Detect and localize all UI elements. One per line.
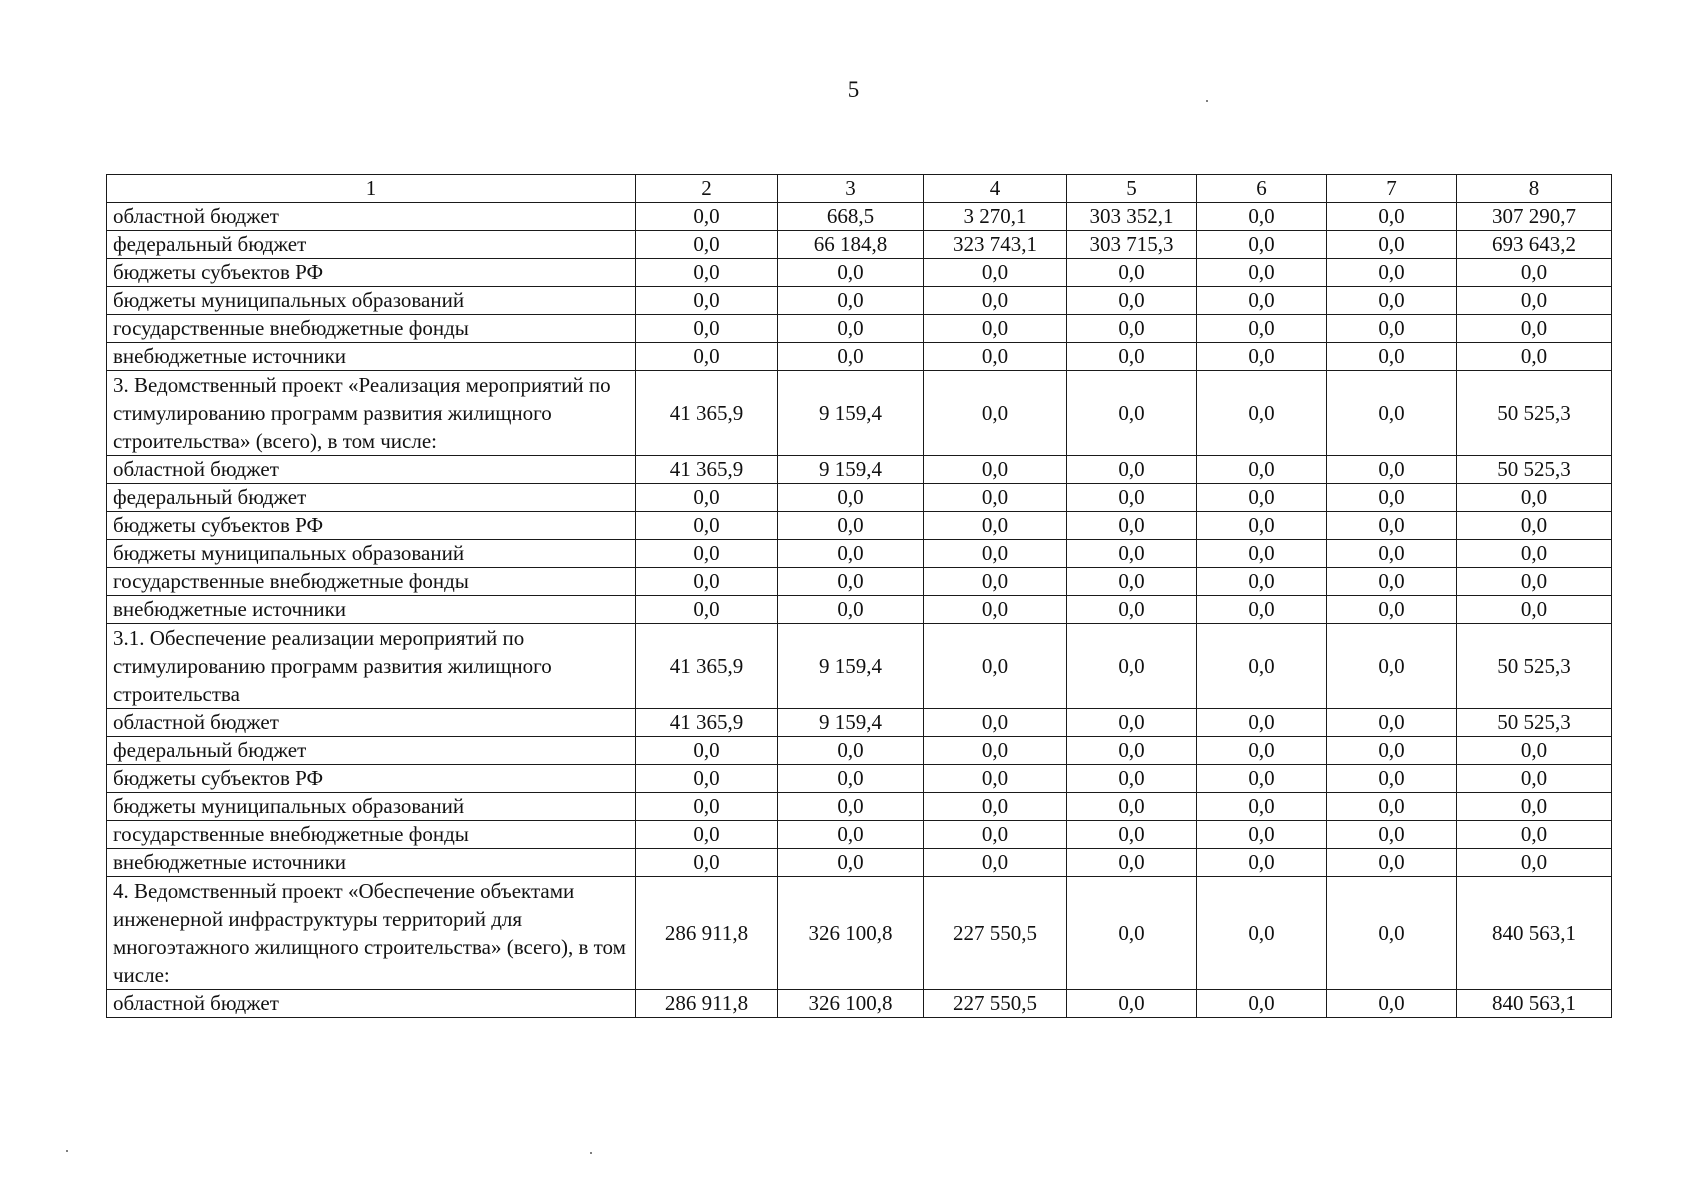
table-row [107, 849, 1612, 877]
value-cell: 0,0 [778, 765, 924, 793]
value-cell: 0,0 [1197, 315, 1327, 343]
row-label: государственные внебюджетные фонды [107, 568, 636, 596]
value-cell: 0,0 [1067, 793, 1197, 821]
row-label: государственные внебюджетные фонды [107, 315, 636, 343]
value-cell: 0,0 [1067, 821, 1197, 849]
scan-speck [1206, 100, 1208, 102]
row-label: бюджеты муниципальных образований [107, 287, 636, 315]
value-cell: 0,0 [778, 259, 924, 287]
value-cell: 0,0 [1067, 568, 1197, 596]
value-cell: 0,0 [1327, 877, 1457, 990]
value-cell: 0,0 [778, 315, 924, 343]
value-cell: 41 365,9 [636, 456, 778, 484]
value-cell: 0,0 [1327, 456, 1457, 484]
value-cell: 9 159,4 [778, 456, 924, 484]
page-number: 5 [847, 77, 860, 102]
value-cell: 303 352,1 [1067, 203, 1197, 231]
value-cell: 0,0 [1327, 793, 1457, 821]
value-cell: 0,0 [636, 821, 778, 849]
row-label: бюджеты субъектов РФ [107, 512, 636, 540]
value-cell: 0,0 [1067, 259, 1197, 287]
row-label: внебюджетные источники [107, 343, 636, 371]
value-cell: 0,0 [636, 259, 778, 287]
value-cell: 840 563,1 [1457, 990, 1612, 1018]
value-cell: 0,0 [1197, 231, 1327, 259]
value-cell: 0,0 [1457, 315, 1612, 343]
budget-table [106, 174, 1612, 1018]
value-cell: 0,0 [636, 512, 778, 540]
value-cell: 668,5 [778, 203, 924, 231]
value-cell: 0,0 [1067, 343, 1197, 371]
value-cell: 0,0 [636, 540, 778, 568]
value-cell: 0,0 [1327, 540, 1457, 568]
value-cell: 0,0 [636, 793, 778, 821]
value-cell: 0,0 [778, 343, 924, 371]
value-cell: 0,0 [778, 287, 924, 315]
value-cell: 0,0 [1197, 793, 1327, 821]
value-cell: 0,0 [1457, 540, 1612, 568]
value-cell: 0,0 [924, 287, 1067, 315]
row-label: бюджеты субъектов РФ [107, 765, 636, 793]
value-cell: 0,0 [1067, 849, 1197, 877]
table-row [107, 709, 1612, 737]
value-cell: 0,0 [924, 709, 1067, 737]
value-cell: 0,0 [1197, 456, 1327, 484]
row-label: 3.1. Обеспечение реализации мероприятий по стимулированию программ развития жилищного строительства [107, 624, 636, 709]
column-header: 4 [924, 175, 1067, 203]
value-cell: 0,0 [1327, 765, 1457, 793]
value-cell: 66 184,8 [778, 231, 924, 259]
value-cell: 227 550,5 [924, 877, 1067, 990]
value-cell: 41 365,9 [636, 371, 778, 456]
value-cell: 50 525,3 [1457, 371, 1612, 456]
table-row [107, 540, 1612, 568]
value-cell: 41 365,9 [636, 709, 778, 737]
value-cell: 0,0 [1327, 259, 1457, 287]
value-cell: 0,0 [778, 484, 924, 512]
value-cell: 0,0 [1067, 990, 1197, 1018]
row-label: государственные внебюджетные фонды [107, 821, 636, 849]
row-label: внебюджетные источники [107, 596, 636, 624]
scan-speck [66, 1150, 68, 1152]
value-cell: 9 159,4 [778, 709, 924, 737]
value-cell: 0,0 [924, 596, 1067, 624]
value-cell: 0,0 [924, 793, 1067, 821]
value-cell: 0,0 [636, 737, 778, 765]
value-cell: 0,0 [1457, 596, 1612, 624]
value-cell: 0,0 [1197, 343, 1327, 371]
value-cell: 0,0 [1067, 765, 1197, 793]
table-row [107, 259, 1612, 287]
value-cell: 50 525,3 [1457, 456, 1612, 484]
value-cell: 0,0 [1457, 793, 1612, 821]
value-cell: 0,0 [1457, 849, 1612, 877]
row-label: областной бюджет [107, 456, 636, 484]
value-cell: 0,0 [1067, 877, 1197, 990]
value-cell: 0,0 [1197, 737, 1327, 765]
value-cell: 0,0 [1067, 371, 1197, 456]
value-cell: 0,0 [1457, 287, 1612, 315]
row-label: внебюджетные источники [107, 849, 636, 877]
table-row [107, 821, 1612, 849]
value-cell: 693 643,2 [1457, 231, 1612, 259]
table-row [107, 315, 1612, 343]
value-cell: 0,0 [1197, 371, 1327, 456]
value-cell: 0,0 [1197, 540, 1327, 568]
table-row [107, 512, 1612, 540]
value-cell: 50 525,3 [1457, 709, 1612, 737]
value-cell: 0,0 [1197, 568, 1327, 596]
table-row [107, 231, 1612, 259]
value-cell: 0,0 [1067, 315, 1197, 343]
table-row [107, 624, 1612, 709]
value-cell: 326 100,8 [778, 877, 924, 990]
row-label: бюджеты муниципальных образований [107, 540, 636, 568]
table-row [107, 737, 1612, 765]
value-cell: 0,0 [1197, 484, 1327, 512]
value-cell: 0,0 [636, 849, 778, 877]
table-row [107, 568, 1612, 596]
value-cell: 0,0 [924, 512, 1067, 540]
value-cell: 0,0 [778, 737, 924, 765]
value-cell: 0,0 [778, 793, 924, 821]
value-cell: 0,0 [1327, 596, 1457, 624]
value-cell: 323 743,1 [924, 231, 1067, 259]
value-cell: 0,0 [924, 315, 1067, 343]
value-cell: 0,0 [636, 315, 778, 343]
scan-speck [590, 1152, 592, 1154]
value-cell: 0,0 [924, 456, 1067, 484]
value-cell: 0,0 [636, 231, 778, 259]
value-cell: 0,0 [1327, 231, 1457, 259]
value-cell: 0,0 [1067, 540, 1197, 568]
row-label: бюджеты муниципальных образований [107, 793, 636, 821]
value-cell: 0,0 [1327, 568, 1457, 596]
value-cell: 0,0 [924, 624, 1067, 709]
value-cell: 0,0 [1327, 821, 1457, 849]
value-cell: 0,0 [1067, 512, 1197, 540]
value-cell: 0,0 [1457, 737, 1612, 765]
value-cell: 0,0 [778, 849, 924, 877]
table-row [107, 456, 1612, 484]
value-cell: 0,0 [1457, 568, 1612, 596]
row-label: федеральный бюджет [107, 231, 636, 259]
value-cell: 303 715,3 [1067, 231, 1197, 259]
value-cell: 0,0 [778, 596, 924, 624]
value-cell: 0,0 [1327, 315, 1457, 343]
value-cell: 0,0 [1197, 624, 1327, 709]
value-cell: 0,0 [924, 821, 1067, 849]
value-cell: 0,0 [1067, 484, 1197, 512]
value-cell: 0,0 [1067, 737, 1197, 765]
table-header-row [107, 175, 1612, 203]
value-cell: 0,0 [1327, 990, 1457, 1018]
value-cell: 0,0 [1327, 849, 1457, 877]
value-cell: 0,0 [924, 371, 1067, 456]
value-cell: 0,0 [1197, 512, 1327, 540]
value-cell: 0,0 [1067, 709, 1197, 737]
table-row [107, 484, 1612, 512]
column-header: 7 [1327, 175, 1457, 203]
row-label: 3. Ведомственный проект «Реализация мероприятий по стимулированию программ развития жилищного строительства» (всего), в том числе: [107, 371, 636, 456]
value-cell: 0,0 [778, 821, 924, 849]
value-cell: 0,0 [1197, 259, 1327, 287]
value-cell: 0,0 [1197, 765, 1327, 793]
table-row [107, 371, 1612, 456]
column-header: 5 [1067, 175, 1197, 203]
value-cell: 0,0 [1457, 765, 1612, 793]
value-cell: 9 159,4 [778, 371, 924, 456]
value-cell: 0,0 [1327, 371, 1457, 456]
value-cell: 0,0 [924, 765, 1067, 793]
value-cell: 0,0 [1327, 624, 1457, 709]
value-cell: 0,0 [924, 259, 1067, 287]
value-cell: 0,0 [1457, 343, 1612, 371]
value-cell: 0,0 [924, 343, 1067, 371]
table-row [107, 343, 1612, 371]
table-row [107, 287, 1612, 315]
value-cell: 41 365,9 [636, 624, 778, 709]
value-cell: 3 270,1 [924, 203, 1067, 231]
value-cell: 9 159,4 [778, 624, 924, 709]
row-label: 4. Ведомственный проект «Обеспечение объектами инженерной инфраструктуры территорий для многоэтажного жилищного строительства» (всего), в том числе: [107, 877, 636, 990]
value-cell: 0,0 [778, 540, 924, 568]
value-cell: 0,0 [924, 849, 1067, 877]
column-header: 1 [107, 175, 636, 203]
value-cell: 0,0 [778, 512, 924, 540]
value-cell: 0,0 [924, 737, 1067, 765]
value-cell: 0,0 [1067, 596, 1197, 624]
value-cell: 0,0 [1197, 709, 1327, 737]
row-label: областной бюджет [107, 709, 636, 737]
value-cell: 0,0 [1067, 456, 1197, 484]
column-header: 6 [1197, 175, 1327, 203]
value-cell: 0,0 [1197, 990, 1327, 1018]
column-header: 2 [636, 175, 778, 203]
row-label: бюджеты субъектов РФ [107, 259, 636, 287]
value-cell: 0,0 [636, 765, 778, 793]
value-cell: 0,0 [636, 203, 778, 231]
value-cell: 50 525,3 [1457, 624, 1612, 709]
value-cell: 227 550,5 [924, 990, 1067, 1018]
column-header: 8 [1457, 175, 1612, 203]
value-cell: 0,0 [924, 568, 1067, 596]
value-cell: 0,0 [1327, 484, 1457, 512]
value-cell: 0,0 [778, 568, 924, 596]
value-cell: 0,0 [1457, 821, 1612, 849]
value-cell: 0,0 [1327, 343, 1457, 371]
row-label: областной бюджет [107, 990, 636, 1018]
value-cell: 0,0 [1327, 512, 1457, 540]
value-cell: 0,0 [636, 484, 778, 512]
value-cell: 0,0 [1457, 484, 1612, 512]
value-cell: 0,0 [1327, 737, 1457, 765]
table-row [107, 203, 1612, 231]
value-cell: 0,0 [1197, 877, 1327, 990]
table-row [107, 793, 1612, 821]
value-cell: 0,0 [1067, 624, 1197, 709]
value-cell: 0,0 [1327, 203, 1457, 231]
row-label: областной бюджет [107, 203, 636, 231]
table-row [107, 765, 1612, 793]
value-cell: 326 100,8 [778, 990, 924, 1018]
value-cell: 840 563,1 [1457, 877, 1612, 990]
value-cell: 307 290,7 [1457, 203, 1612, 231]
value-cell: 0,0 [1197, 287, 1327, 315]
value-cell: 0,0 [1327, 709, 1457, 737]
column-header: 3 [778, 175, 924, 203]
value-cell: 0,0 [1197, 849, 1327, 877]
value-cell: 0,0 [636, 287, 778, 315]
value-cell: 0,0 [636, 568, 778, 596]
value-cell: 0,0 [1327, 287, 1457, 315]
value-cell: 0,0 [1067, 287, 1197, 315]
value-cell: 286 911,8 [636, 877, 778, 990]
value-cell: 0,0 [636, 343, 778, 371]
table-row [107, 990, 1612, 1018]
value-cell: 0,0 [1457, 512, 1612, 540]
value-cell: 0,0 [1457, 259, 1612, 287]
value-cell: 0,0 [1197, 203, 1327, 231]
value-cell: 0,0 [924, 484, 1067, 512]
table-row [107, 596, 1612, 624]
table-row [107, 877, 1612, 990]
value-cell: 286 911,8 [636, 990, 778, 1018]
value-cell: 0,0 [636, 596, 778, 624]
row-label: федеральный бюджет [107, 484, 636, 512]
value-cell: 0,0 [1197, 596, 1327, 624]
row-label: федеральный бюджет [107, 737, 636, 765]
value-cell: 0,0 [924, 540, 1067, 568]
value-cell: 0,0 [1197, 821, 1327, 849]
